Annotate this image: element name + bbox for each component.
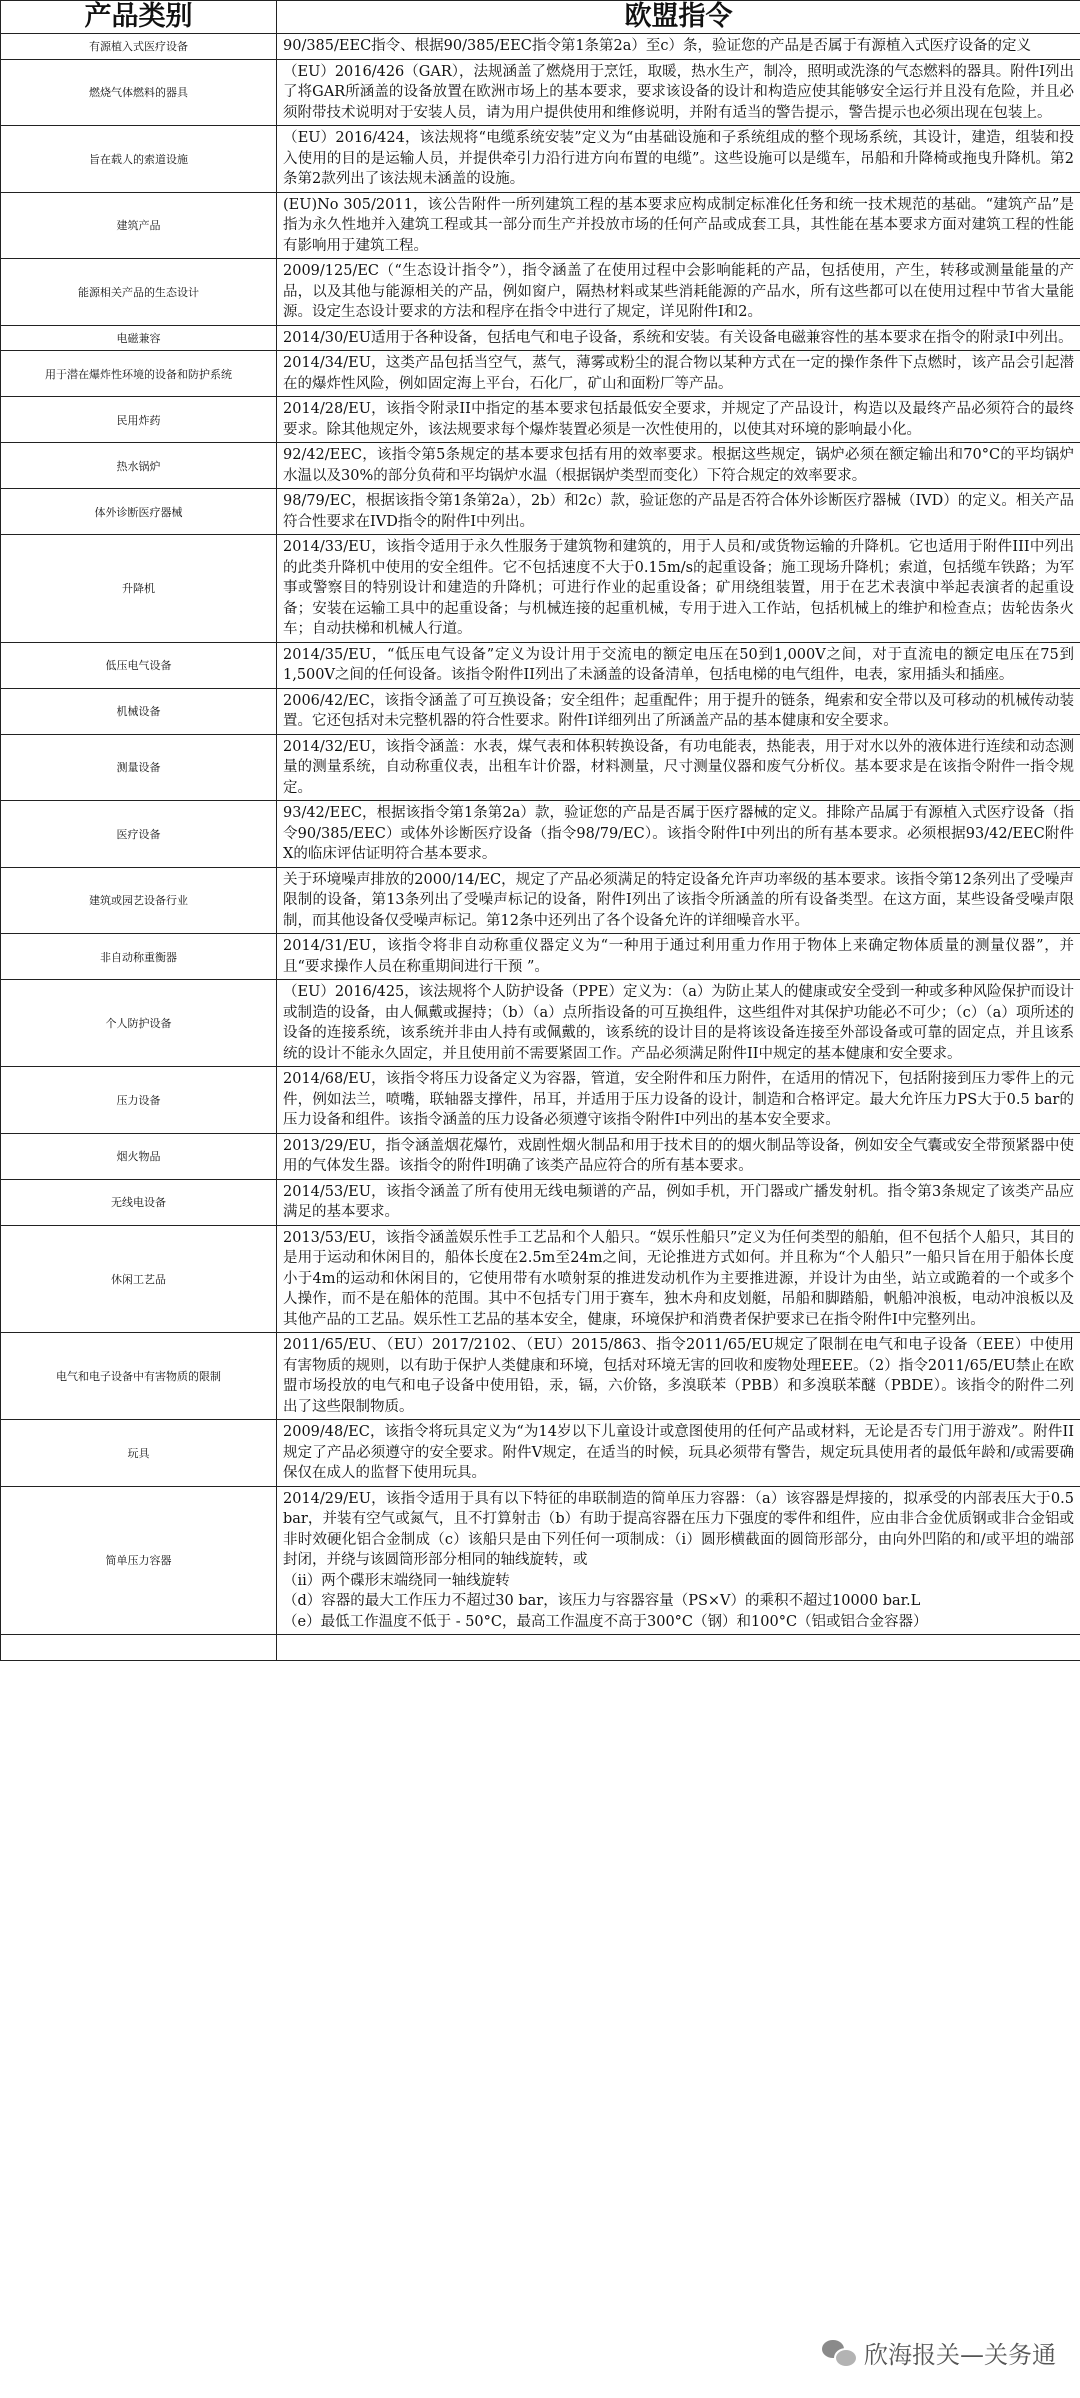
empty-row [1, 1635, 1080, 1661]
directive-cell [277, 351, 1080, 397]
directive-text: 2013/53/EU，该指令涵盖娱乐性手工艺品和个人船只。“娱乐性船只”定义为任何类型的船舶，但不包括个人船只，其目的是用于运动和休闲目的，船体长度在2.5m至24m之间，无论推进方式如何。并且称为“个人船只”一船只旨在用于船体长度小于4m的运动和休闲目的，它使用带有水喷射泵的推进发动机作为主要推进源，并设计为由坐，站立或跪着的一个或多个人操作，而不是在船体的范围。其中不包括专门用于赛车，独木舟和皮划艇，吊船和脚踏船，帆船冲浪板，电动冲浪板以及其他产品的工艺品。娱乐性工艺品的基本安全，健康，环境保护和消费者保护要求已在指令附件I中完整列出。 [283, 1229, 1074, 1328]
table-row [1, 192, 1080, 259]
table-row [1, 325, 1080, 351]
directive-cell [277, 1133, 1080, 1179]
table-row [1, 642, 1080, 688]
directive-text: 98/79/EC，根据该指令第1条第2a），2b）和2c）款，验证您的产品是否符合体外诊断医疗器械（IVD）的定义。相关产品符合性要求在IVD指令的附件I中列出。 [283, 493, 1074, 530]
table-row [1, 351, 1080, 397]
category-cell [1, 59, 277, 126]
directive-cell [277, 192, 1080, 259]
empty-cell [277, 1635, 1080, 1661]
table-row [1, 489, 1080, 535]
table-row [1, 535, 1080, 643]
category-cell [1, 642, 277, 688]
table-row [1, 980, 1080, 1067]
table-body [1, 34, 1080, 1661]
table-row [1, 126, 1080, 193]
directive-cell [277, 34, 1080, 60]
directive-text: (EU)No 305/2011，该公告附件一所列建筑工程的基本要求应构成制定标准化任务和统一技术规范的基础。“建筑产品”是指为永久性地并入建筑工程或其一部分而生产并投放市场的任何产品或成套工具，其性能在基本要求方面对建筑工程的性能有影响用于建筑工程。 [283, 196, 1074, 254]
directive-cell [277, 1420, 1080, 1487]
directive-cell [277, 980, 1080, 1067]
category-cell [1, 1333, 277, 1420]
table-row [1, 1225, 1080, 1333]
table-row [1, 1420, 1080, 1487]
category-label: 烟火物品 [116, 1150, 161, 1163]
table-row [1, 1333, 1080, 1420]
directive-cell [277, 1333, 1080, 1420]
directive-cell [277, 642, 1080, 688]
table-row [1, 867, 1080, 934]
category-cell [1, 801, 277, 868]
category-label: 低压电气设备 [105, 659, 172, 672]
category-label: 燃烧气体燃料的器具 [89, 86, 188, 100]
directive-cell [277, 734, 1080, 801]
directive-cell [277, 1179, 1080, 1225]
category-label: 无线电设备 [111, 1196, 166, 1209]
directive-extra-line: （d）容器的最大工作压力不超过30 bar，该压力与容器容量（PS×V）的乘积不超过10000 bar.L [283, 1593, 921, 1609]
category-label: 体外诊断医疗器械 [94, 505, 183, 519]
category-label: 测量设备 [116, 761, 161, 775]
category-label: 简单压力容器 [105, 1554, 172, 1568]
directive-cell [277, 443, 1080, 489]
category-label: 压力设备 [116, 1093, 161, 1107]
category-cell [1, 325, 277, 351]
directive-extra-line: （ii）两个碟形末端绕同一轴线旋转 [283, 1572, 510, 1589]
wechat-icon [822, 2338, 856, 2368]
category-cell [1, 443, 277, 489]
category-cell [1, 489, 277, 535]
category-cell [1, 1225, 277, 1333]
category-cell [1, 867, 277, 934]
category-cell [1, 1133, 277, 1179]
category-label: 玩具 [127, 1446, 150, 1460]
category-label: 医疗设备 [116, 827, 161, 841]
directive-text: 关于环境噪声排放的2000/14/EC，规定了产品必须满足的特定设备允许声功率级的基本要求。该指令第12条列出了受噪声限制的设备，第13条列出了受噪声标记的设备，附件I列出了该指令所涵盖的所有设备类型。在这方面，某些设备受噪声限制，而其他设备仅受噪声标记。第12条中还列出了各个设备允许的详细噪音水平。 [283, 871, 1074, 929]
table-row [1, 34, 1080, 60]
directive-extra-line: （e）最低工作温度不低于 - 50°C，最高工作温度不高于300°C（钢）和100°C（铝或铝合金容器） [283, 1613, 928, 1630]
category-label: 非自动称重衡器 [100, 950, 177, 964]
table-header-row [1, 1, 1080, 34]
directive-text: 2014/28/EU，该指令附录II中指定的基本要求包括最低安全要求，并规定了产品设计，构造以及最终产品必须符合的最终要求。除其他规定外，该法规要求每个爆炸装置必须是一次性使用的，以使其对环境的影响最小化。 [283, 401, 1074, 438]
directive-cell [277, 535, 1080, 643]
category-cell [1, 734, 277, 801]
category-label: 个人防护设备 [105, 1017, 172, 1030]
directive-cell [277, 259, 1080, 326]
directive-text: 2014/32/EU，该指令涵盖：水表，煤气表和体积转换设备，有功电能表，热能表，用于对水以外的液体进行连续和动态测量的测量系统，自动称重仪表，出租车计价器，材料测量，尺寸测量仪器和废气分析仪。基本要求是在该指令附件一指令规定。 [283, 738, 1074, 796]
directive-text: （EU）2016/426（GAR），法规涵盖了燃烧用于烹饪，取暖，热水生产，制冷，照明或洗涤的气态燃料的器具。附件I列出了将GAR所涵盖的设备放置在欧洲市场上的基本要求，要求该设备的设计和构造应使其能够安全运行并且没有危险，并且必须附带技术说明对于安装人员，请为用户提供使用和维修说明，并附有适当的警告提示，警告提示也必须出现在包装上。 [283, 63, 1074, 121]
category-label: 休闲工艺品 [111, 1272, 166, 1286]
directive-text: 2013/29/EU，指令涵盖烟花爆竹，戏剧性烟火制品和用于技术目的的烟火制品等设备，例如安全气囊或安全带预紧器中使用的气体发生器。该指令的附件I明确了该类产品应符合的所有基本要求。 [283, 1137, 1074, 1174]
category-label: 建筑或园艺设备行业 [89, 894, 188, 908]
directive-text: 2014/30/EU适用于各种设备，包括电气和电子设备，系统和安装。有关设备电磁兼容性的基本要求在指令的附录I中列出。 [283, 329, 1073, 346]
category-label: 升降机 [122, 582, 155, 596]
category-label: 热水锅炉 [116, 459, 161, 473]
category-cell [1, 397, 277, 443]
category-cell [1, 980, 277, 1067]
header-directive: 欧盟指令 [277, 1, 1080, 34]
directive-text: 2014/33/EU，该指令适用于永久性服务于建筑物和建筑的，用于人员和/或货物运输的升降机。它也适用于附件III中列出的此类升降机中使用的安全组件。它不包括速度不大于0.15m/s的起重设备；施工现场升降机；索道，包括缆车铁路；为军事或警察目的特别设计和建造的升降机；可进行作业的起重设备；矿用绕组装置，用于在艺术表演中举起表演者的起重设备；安装在运输工具中的起重设备；与机械连接的起重机械，专用于进入工作站，包括机械上的维护和检查点；齿轮齿条火车；自动扶梯和机械人行道。 [283, 539, 1074, 637]
directive-cell [277, 397, 1080, 443]
watermark-text: 欣海报关—关务通 [864, 2341, 1056, 2369]
category-label: 能源相关产品的生态设计 [78, 285, 199, 299]
directive-text: 93/42/EEC，根据该指令第1条第2a）款，验证您的产品是否属于医疗器械的定义。排除产品属于有源植入式医疗设备（指令90/385/EEC）或体外诊断医疗设备（指令98/79/EC）。该指令附件I中列出的所有基本要求。必须根据93/42/EEC附件X的临床评估证明符合基本要求。 [283, 805, 1074, 862]
directive-cell [277, 1225, 1080, 1333]
table-row [1, 688, 1080, 734]
directive-text: 2009/125/EC（“生态设计指令”），指令涵盖了在使用过程中会影响能耗的产品，包括使用，产生，转移或测量能量的产品，以及其他与能源相关的产品，例如窗户，隔热材料或某些消耗能源的产品水，所有这些都可以在使用过程中节省大量能源。设定生态设计要求的方法和程序在指令中进行了规定，详见附件I和2。 [283, 263, 1074, 320]
category-cell [1, 1179, 277, 1225]
category-label: 用于潜在爆炸性环境的设备和防护系统 [45, 367, 232, 381]
category-label: 有源植入式医疗设备 [89, 40, 188, 54]
directive-text: 92/42/EEC，该指令第5条规定的基本要求包括有用的效率要求。根据这些规定，锅炉必须在额定输出和70°C的平均锅炉水温以及30%的部分负荷和平均锅炉水温（根据锅炉类型而变化）下符合规定的效率要求。 [283, 447, 1074, 484]
category-cell [1, 259, 277, 326]
directive-text: 90/385/EEC指令、根据90/385/EEC指令第1条第2a）至c）条，验证您的产品是否属于有源植入式医疗设备的定义 [283, 38, 1032, 54]
category-label: 机械设备 [116, 705, 161, 718]
table-row [1, 1067, 1080, 1134]
category-cell [1, 1067, 277, 1134]
directive-cell [277, 489, 1080, 535]
directive-text: 2014/35/EU，“低压电气设备”定义为设计用于交流电的额定电压在50到1,000V之间，对于直流电的额定电压在75到1,500V之间的任何设备。该指令附件II列出了未涵盖的设备清单，包括电梯的电气组件，电表，家用插头和插座。 [283, 646, 1074, 683]
table-row [1, 259, 1080, 326]
table-row [1, 59, 1080, 126]
directive-cell [277, 1067, 1080, 1134]
directive-text: 2014/53/EU，该指令涵盖了所有使用无线电频谱的产品，例如手机，开门器或广播发射机。指令第3条规定了该类产品应满足的基本要求。 [283, 1183, 1074, 1220]
table-row [1, 1133, 1080, 1179]
category-cell [1, 934, 277, 980]
directive-text: 2014/68/EU，该指令将压力设备定义为容器，管道，安全附件和压力附件，在适用的情况下，包括附接到压力零件上的元件，例如法兰，喷嘴，联轴器支撑件，吊耳，并适用于压力设备的设计，制造和合格评定。最大允许压力PS大于0.5 bar的压力设备和组件。该指令涵盖的压力设备必须遵守该指令附件I中列出的基本安全要求。 [283, 1071, 1074, 1128]
empty-cell [1, 1635, 277, 1661]
directive-cell [277, 801, 1080, 868]
directive-text: 2006/42/EC，该指令涵盖了可互换设备；安全组件；起重配件；用于提升的链条，绳索和安全带以及可移动的机械传动装置。它还包括对未完整机器的符合性要求。附件I详细列出了所涵盖产品的基本健康和安全要求。 [283, 692, 1074, 729]
directive-text: （EU）2016/425，该法规将个人防护设备（PPE）定义为：（a）为防止某人的健康或安全受到一种或多种风险保护而设计或制造的设备，由人佩戴或握持；（b）（a）点所指设备的可互换组件，这些组件对其保护功能必不可少；（c）（a）项所述的设备的连接系统，该系统并非由人持有或佩戴的，该系统的设计目的是将该设备连接至外部设备或可靠的固定点，并且该系统的设计不能永久固定，并且使用前不需要紧固工作。产品必须满足附件II中规定的基本健康和安全要求。 [283, 984, 1074, 1062]
header-category: 产品类别 [1, 1, 277, 34]
table-row [1, 1486, 1080, 1635]
directive-text: 2009/48/EC，该指令将玩具定义为“为14岁以下儿童设计或意图使用的任何产品或材料，无论是否专门用于游戏”。附件II规定了产品必须遵守的安全要求。附件V规定，在适当的时候，玩具必须带有警告，规定玩具使用者的最低年龄和/或需要确保仅在成人的监督下使用玩具。 [283, 1424, 1074, 1481]
directive-text: 2014/34/EU，这类产品包括当空气，蒸气，薄雾或粉尘的混合物以某种方式在一定的操作条件下点燃时，该产品会引起潜在的爆炸性风险，例如固定海上平台，石化厂，矿山和面粉厂等产品。 [283, 355, 1074, 392]
directive-cell [277, 325, 1080, 351]
category-cell [1, 1486, 277, 1635]
watermark [822, 2335, 1056, 2370]
directive-cell [277, 688, 1080, 734]
table-row [1, 443, 1080, 489]
directive-text: 2014/29/EU，该指令适用于具有以下特征的串联制造的简单压力容器：（a）该容器是焊接的，拟承受的内部表压大于0.5 bar，并装有空气或氮气，且不打算射击（b）有助于提高容器在压力下强度的零件和组件，应由非合金优质钢或非合金铝或非时效硬化铝合金制成（c）该船只是由下列任何一项制成：（i）圆形横截面的圆筒形部分，由向外凹陷的和/或平坦的端部封闭，并绕与该圆筒形部分相同的轴线旋转，或 [283, 1490, 1074, 1568]
table-row [1, 934, 1080, 980]
directive-cell [277, 59, 1080, 126]
category-cell [1, 192, 277, 259]
category-cell [1, 688, 277, 734]
category-label: 建筑产品 [116, 219, 161, 233]
category-cell [1, 34, 277, 60]
category-cell [1, 535, 277, 643]
category-label: 旨在载人的索道设施 [89, 152, 188, 166]
table-row [1, 801, 1080, 868]
directive-text: 2011/65/EU、（EU）2017/2102、（EU）2015/863、指令2011/65/EU规定了限制在电气和电子设备（EEE）中使用有害物质的规则，以有助于保护人类健康和环境，包括对环境无害的回收和废物处理EEE。（2）指令2011/65/EU禁止在欧盟市场投放的电气和电子设备中使用铅，汞，镉，六价铬，多溴联苯（PBB）和多溴联苯醚（PBDE）。该指令的附件二列出了这些限制物质。 [283, 1337, 1074, 1415]
category-cell [1, 1420, 277, 1487]
directive-cell [277, 867, 1080, 934]
category-cell [1, 126, 277, 193]
table-row [1, 397, 1080, 443]
directive-cell [277, 1486, 1080, 1635]
category-label: 民用炸药 [116, 413, 161, 427]
category-cell [1, 351, 277, 397]
table-row [1, 1179, 1080, 1225]
directive-cell [277, 934, 1080, 980]
directive-text: （EU）2016/424，该法规将“电缆系统安装”定义为“由基础设施和子系统组成的整个现场系统，其设计，建造，组装和投入使用的目的是运输人员，并提供牵引力沿行进方向布置的电缆”。这些设施可以是缆车，吊船和升降椅或拖曳升降机。第2条第2款列出了该法规未涵盖的设施。 [283, 130, 1074, 187]
category-label: 电磁兼容 [116, 331, 161, 345]
directive-text: 2014/31/EU，该指令将非自动称重仪器定义为“一种用于通过利用重力作用于物体上来确定物体质量的测量仪器”，并且“要求操作人员在称重期间进行干预 ”。 [283, 938, 1074, 975]
category-label: 电气和电子设备中有害物质的限制 [56, 1370, 221, 1383]
table-row [1, 734, 1080, 801]
directive-cell [277, 126, 1080, 193]
